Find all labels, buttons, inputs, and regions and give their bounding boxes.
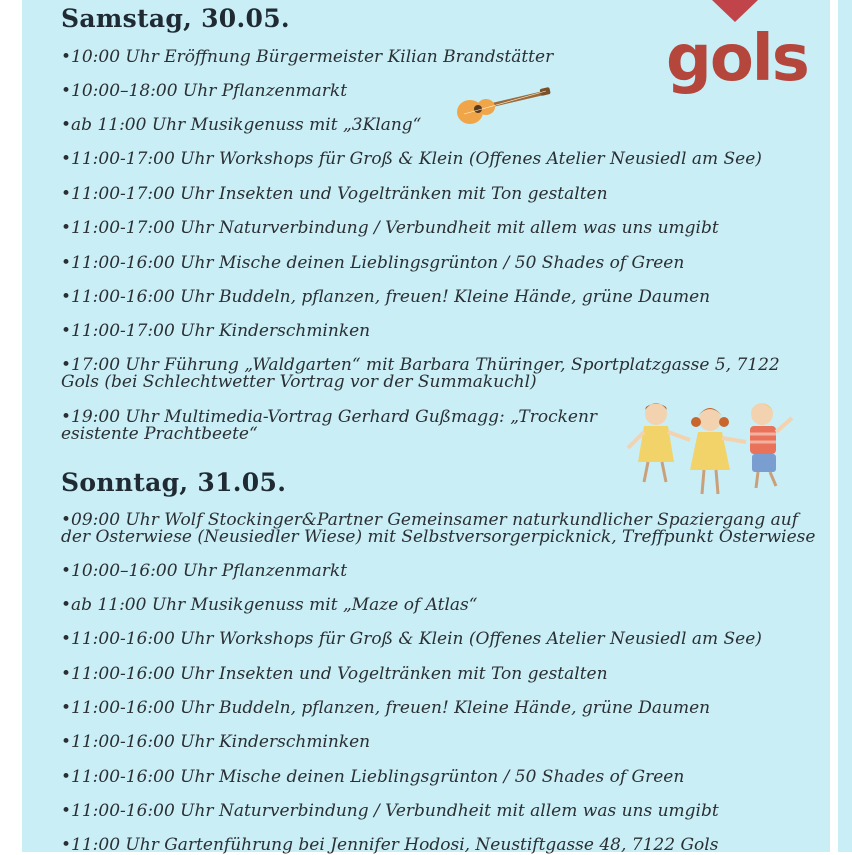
right-border-strip bbox=[838, 0, 852, 852]
logo-text: gols bbox=[666, 22, 808, 96]
saturday-item: •10:00–18:00 Uhr Pflanzenmarkt bbox=[61, 81, 348, 101]
sunday-item: •11:00-16:00 Uhr Workshops für Groß & Klein (Offenes Atelier Neusiedl am See) bbox=[61, 629, 762, 649]
sunday-item: •11:00-16:00 Uhr Naturverbindung / Verbundheit mit allem was uns umgibt bbox=[61, 801, 719, 821]
saturday-item: •11:00-17:00 Uhr Naturverbindung / Verbundheit mit allem was uns umgibt bbox=[61, 218, 719, 238]
saturday-heading: Samstag, 30.05. bbox=[61, 4, 290, 33]
sunday-item: •11:00 Uhr Gartenführung bei Jennifer Hodosi, Neustiftgasse 48, 7122 Gols bbox=[61, 835, 719, 855]
sunday-heading: Sonntag, 31.05. bbox=[61, 468, 287, 497]
sunday-item: •11:00-16:00 Uhr Kinderschminken bbox=[61, 732, 371, 752]
heart-icon bbox=[710, 0, 760, 24]
sunday-item: •09:00 Uhr Wolf Stockinger&Partner Gemeinsamer naturkundlicher Spaziergang auf der Osterwiese (Neusiedler Wiese) mit Selbstversorgerpicknick, Treffpunkt Osterwiese bbox=[61, 510, 816, 547]
sunday-item: •11:00-16:00 Uhr Mische deinen Lieblingsgrünton / 50 Shades of Green bbox=[61, 767, 685, 787]
sunday-item: •ab 11:00 Uhr Musikgenuss mit „Maze of Atlas“ bbox=[61, 595, 478, 615]
saturday-item: •11:00-16:00 Uhr Mische deinen Lieblingsgrünton / 50 Shades of Green bbox=[61, 253, 685, 273]
saturday-item: •11:00-17:00 Uhr Insekten und Vogeltränken mit Ton gestalten bbox=[61, 184, 608, 204]
saturday-item: •11:00-17:00 Uhr Workshops für Groß & Klein (Offenes Atelier Neusiedl am See) bbox=[61, 149, 762, 169]
sunday-item: •10:00–16:00 Uhr Pflanzenmarkt bbox=[61, 561, 348, 581]
children-holding-hands-icon bbox=[616, 398, 802, 502]
saturday-item: •10:00 Uhr Eröffnung Bürgermeister Kilian Brandstätter bbox=[61, 47, 554, 67]
saturday-item: •19:00 Uhr Multimedia-Vortrag Gerhard Gußmagg: „Trockenr esistente Prachtbeete“ bbox=[61, 407, 598, 444]
saturday-item: •11:00-16:00 Uhr Buddeln, pflanzen, freuen! Kleine Hände, grüne Daumen bbox=[61, 287, 711, 307]
sunday-item: •11:00-16:00 Uhr Buddeln, pflanzen, freuen! Kleine Hände, grüne Daumen bbox=[61, 698, 711, 718]
saturday-item: •ab 11:00 Uhr Musikgenuss mit „3Klang“ bbox=[61, 115, 422, 135]
sunday-item: •11:00-16:00 Uhr Insekten und Vogeltränken mit Ton gestalten bbox=[61, 664, 608, 684]
saturday-item: •11:00-17:00 Uhr Kinderschminken bbox=[61, 321, 371, 341]
saturday-item: •17:00 Uhr Führung „Waldgarten“ mit Barbara Thüringer, Sportplatzgasse 5, 7122 Gols (bei Schlechtwetter Vortrag vor der Summakuchl) bbox=[61, 355, 780, 392]
